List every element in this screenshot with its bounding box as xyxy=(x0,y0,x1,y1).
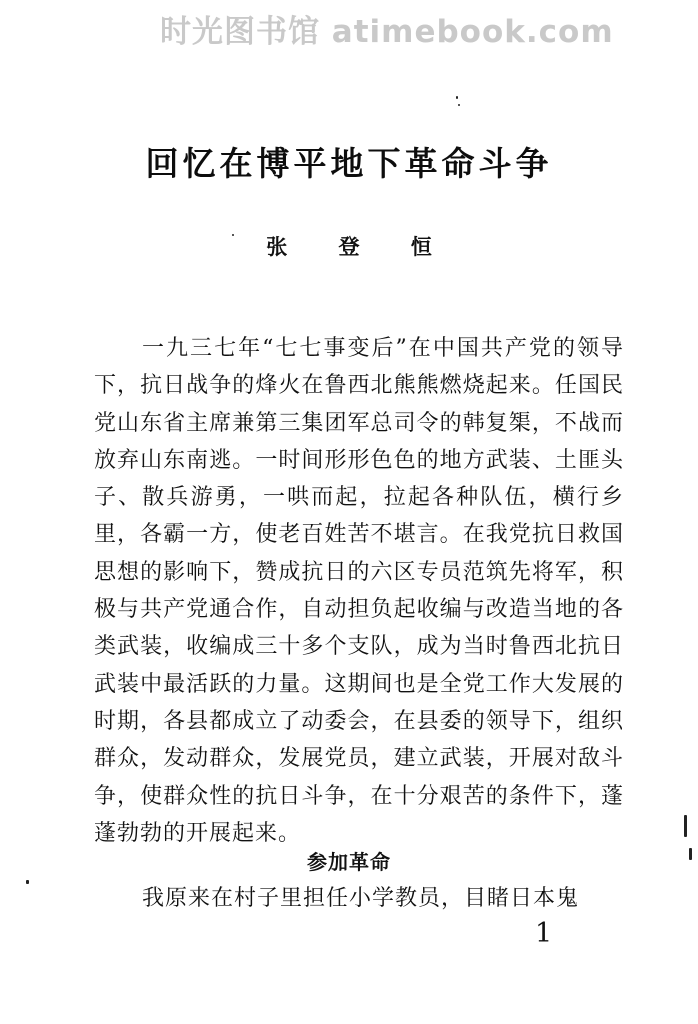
page-number: 1 xyxy=(535,918,553,949)
body-paragraph: 一九三七年“七七事变后”在中国共产党的领导下，抗日战争的烽火在鲁西北熊熊燃烧起来。任国民党山东省主席兼第三集团军总司令的韩复榘，不战而放弃山东南逃。一时间形形色色的地方武装、土匪头子、散兵游勇，一哄而起，拉起各种队伍，横行乡里，各霸一方，使老百姓苦不堪言。在我党抗日救国思想的影响下，赞成抗日的六区专员范筑先将军，积极与共产党通合作，自动担负起收编与改造当地的各类武装，收编成三十多个支队，成为当时鲁西北抗日武装中最活跃的力量。这期间也是全党工作大发展的时期，各县都成立了动委会，在县委的领导下，组织群众，发动群众，发展党员，建立武装，开展对敌斗争，使群众性的抗日斗争，在十分艰苦的条件下，蓬蓬勃勃的开展起来。 xyxy=(94,336,624,846)
scan-speck xyxy=(26,880,29,884)
scan-speck xyxy=(232,234,234,236)
article-title: 回忆在博平地下革命斗争 xyxy=(145,144,553,183)
section-paragraph: 我原来在村子里担任小学教员，目睹日本鬼 xyxy=(142,886,580,911)
watermark: 时光图书馆 atimebook.com xyxy=(160,14,614,50)
scan-speck xyxy=(458,104,460,106)
scan-speck xyxy=(689,848,692,860)
section-heading: 参加革命 xyxy=(307,850,391,874)
scan-speck xyxy=(456,96,458,99)
scan-speck xyxy=(684,815,687,837)
author-name: 张 登 恒 xyxy=(266,235,454,259)
